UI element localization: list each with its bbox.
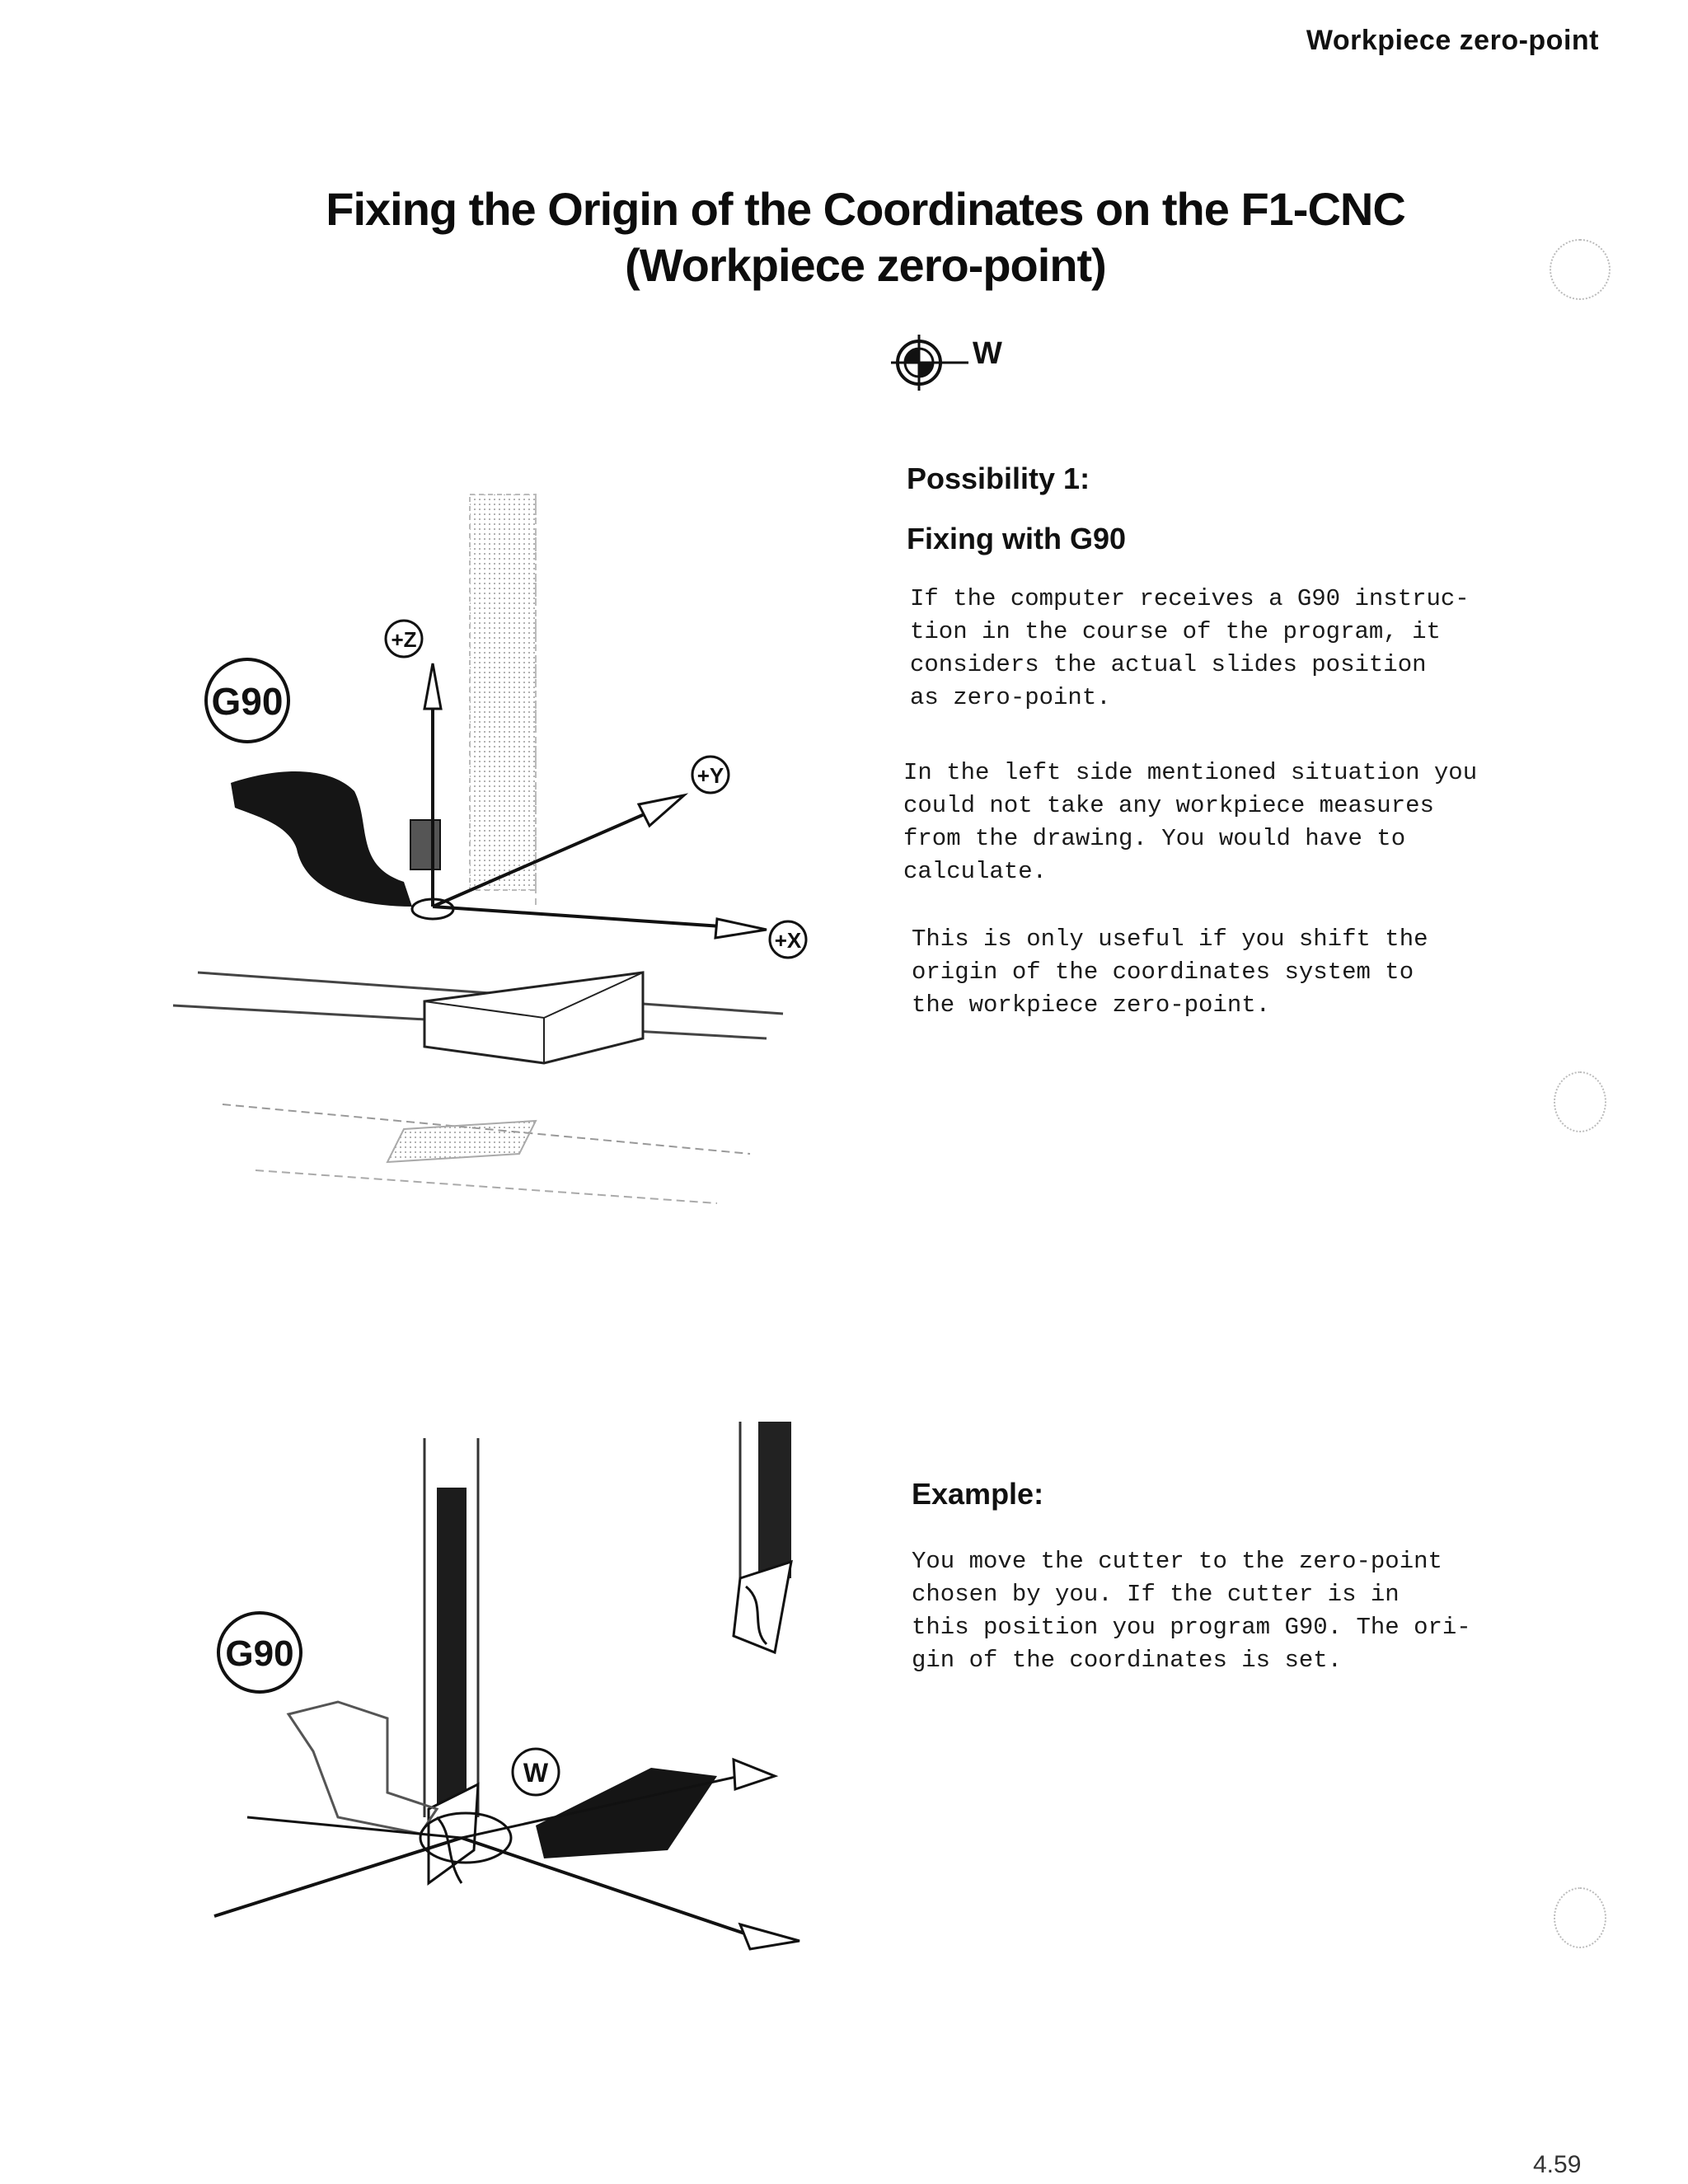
running-header: Workpiece zero-point <box>1306 25 1599 56</box>
g90-heading: Fixing with G90 <box>907 522 1127 555</box>
punch-hole-mark-middle <box>1554 1071 1606 1132</box>
page-title <box>247 181 1484 293</box>
punch-hole-mark-top <box>1550 239 1611 300</box>
page-number: 4.59 <box>1533 2151 1582 2178</box>
figure-g90-slides-axes <box>157 478 832 1228</box>
y-axis-label: +Y <box>696 763 724 788</box>
paragraph-example: You move the cutter to the zero-point chosen by you. If the cutter is in this position you program G90. The ori- gin of the coordinates is set. <box>912 1548 1471 1674</box>
g90-badge-label: G90 <box>211 680 284 723</box>
title-line-1: Fixing the Origin of the Coordinates on the F1-CNC <box>326 183 1405 235</box>
paragraph-left-situation: In the left side mentioned situation you could not take any workpiece measures from the drawing. You would have to calculate. <box>903 759 1478 885</box>
figure-g90-cutter-zero-point <box>190 1422 841 1974</box>
possibility-heading: Possibility 1: <box>907 462 1090 495</box>
g90-badge-example-label: G90 <box>225 1633 294 1674</box>
title-line-2: (Workpiece zero-point) <box>625 239 1106 291</box>
z-axis-label: +Z <box>391 627 417 652</box>
w-zero-point-label: W <box>523 1758 549 1788</box>
paragraph-g90-instruction: If the computer receives a G90 instruc- tion in the course of the program, it considers the actual slides position as zero-point. <box>910 585 1470 711</box>
x-axis-label: +X <box>774 928 802 953</box>
paragraph-shift-origin: This is only useful if you shift the origin of the coordinates system to the workpiece zero-point. <box>912 926 1428 1019</box>
workpiece-zero-point-letter: W <box>973 336 1002 371</box>
punch-hole-mark-bottom <box>1554 1887 1606 1948</box>
example-heading: Example: <box>912 1477 1044 1511</box>
